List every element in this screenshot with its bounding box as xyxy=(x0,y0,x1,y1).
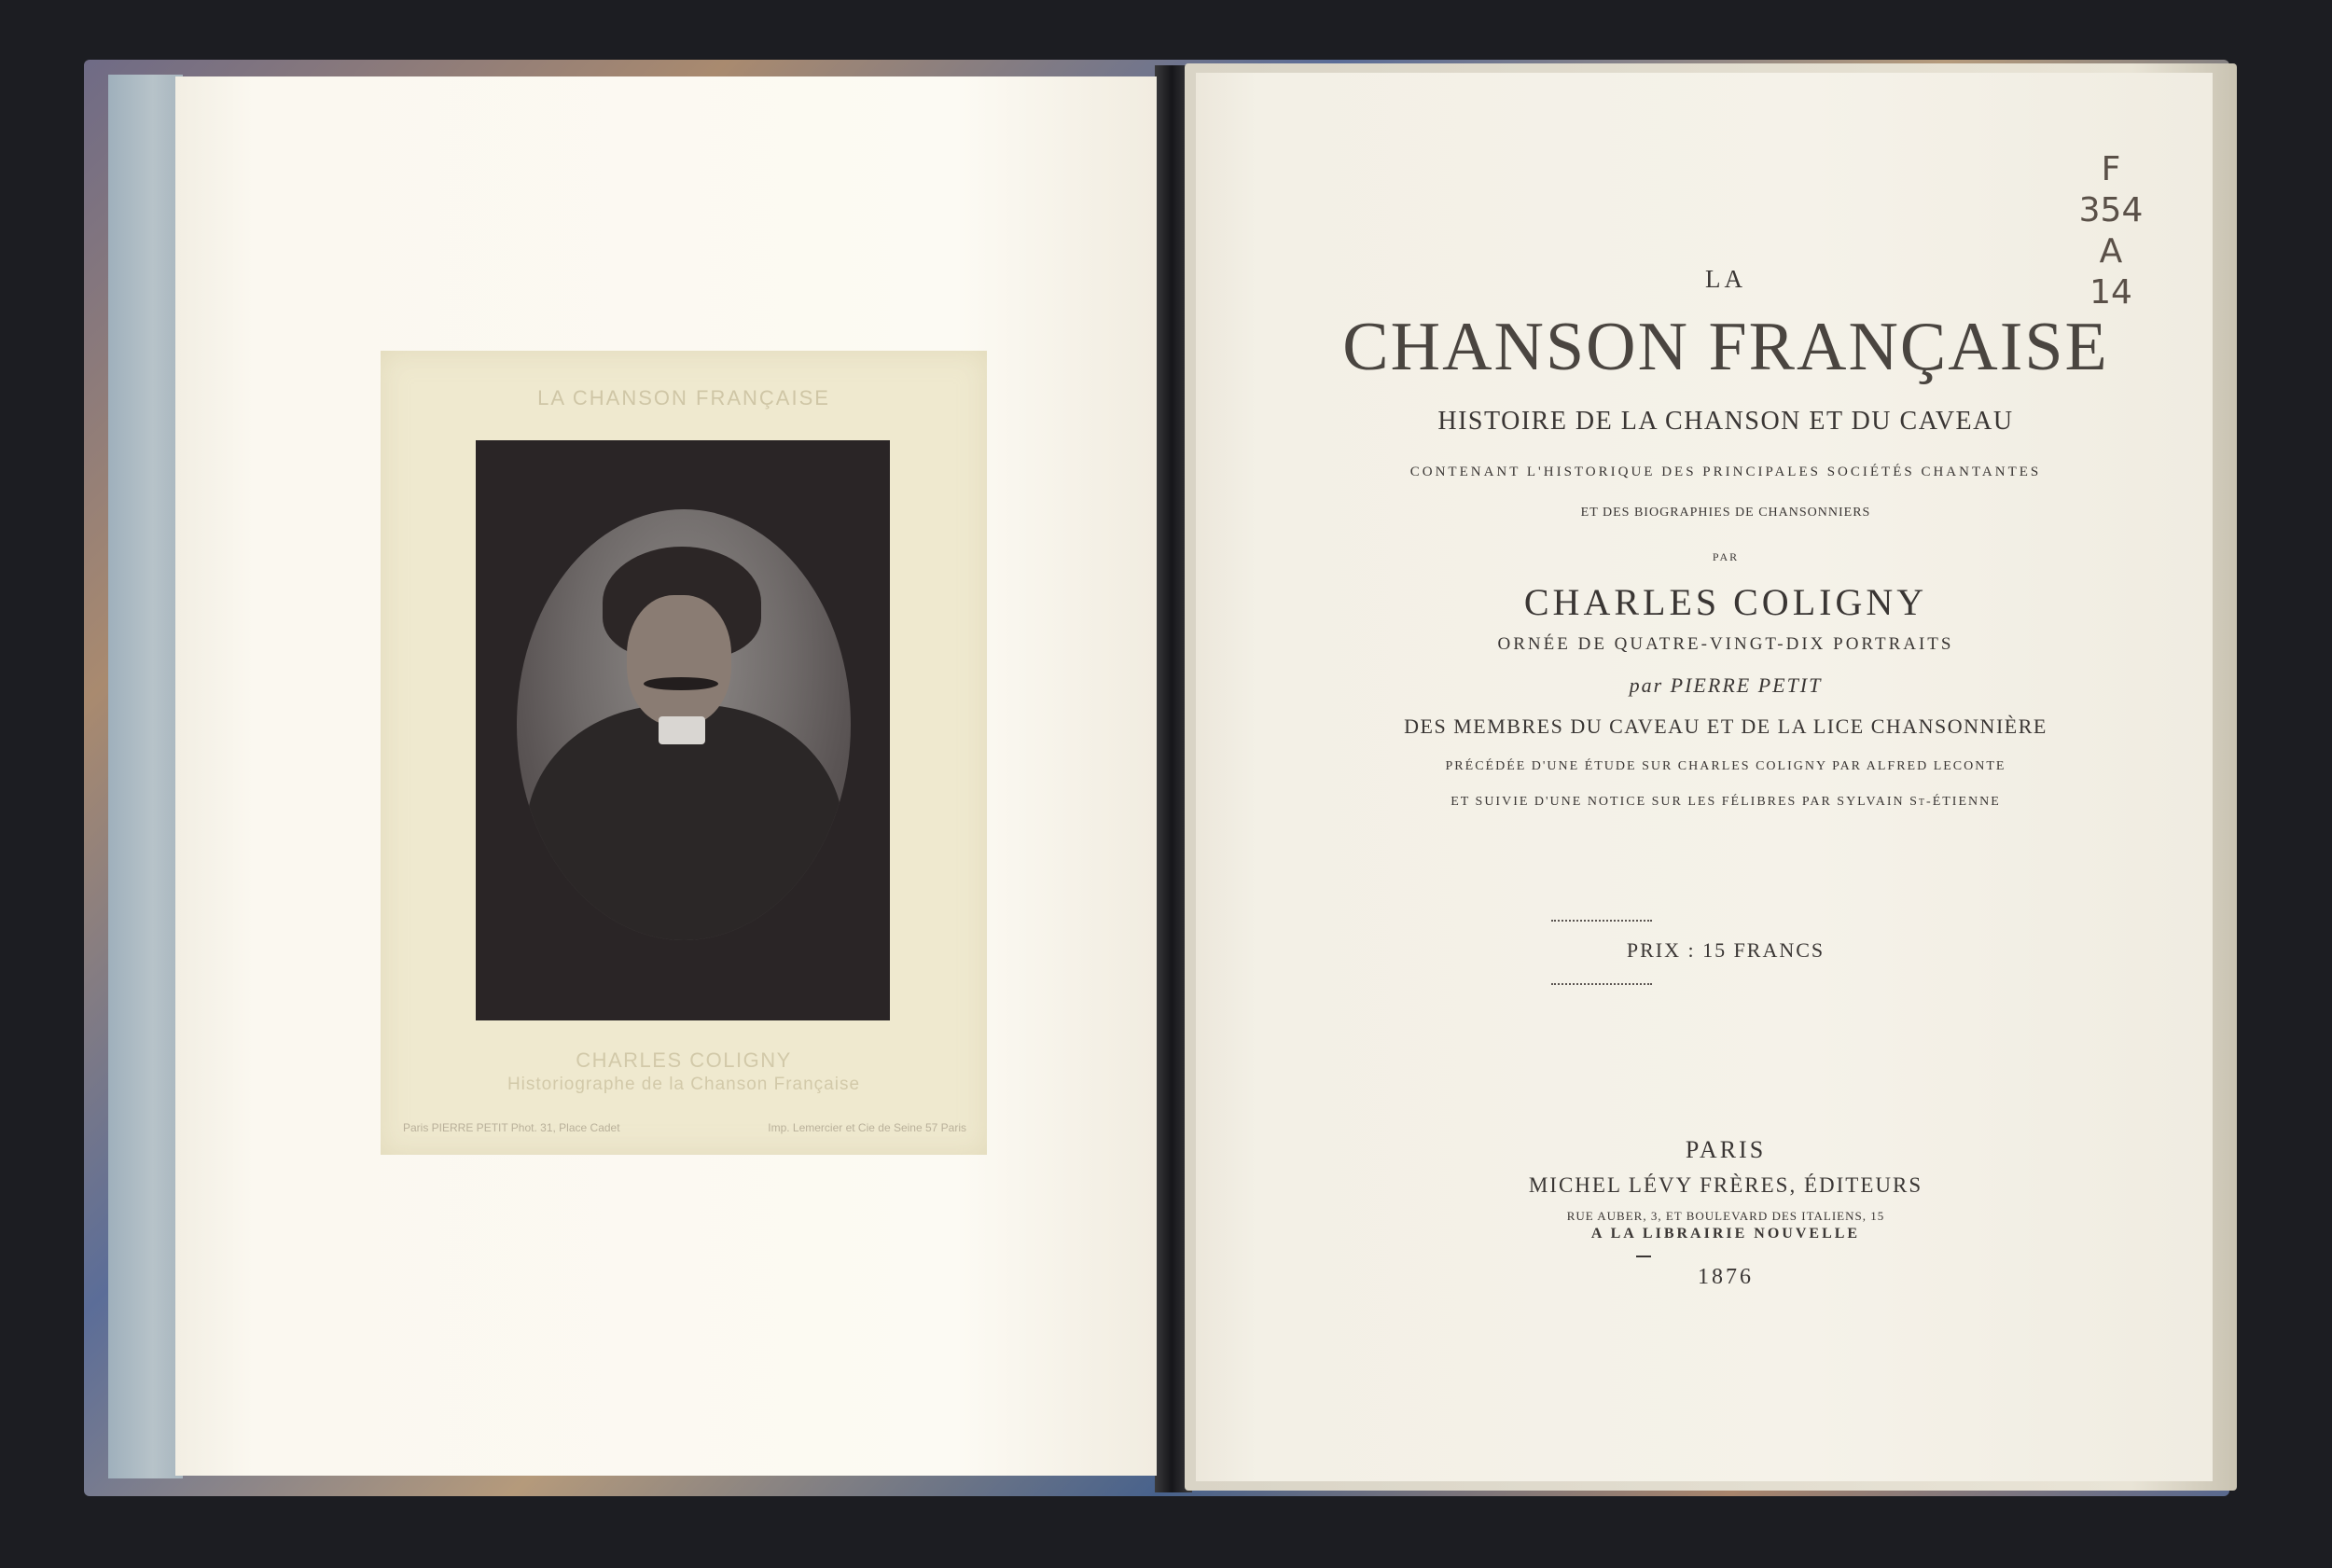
portrait-photograph xyxy=(476,440,890,1020)
shelfmark-line: 354 xyxy=(2078,191,2144,229)
flyleaf xyxy=(108,75,183,1478)
portrait-oval xyxy=(517,509,851,940)
preface-line: PRÉCÉDÉE D'UNE ÉTUDE SUR CHARLES COLIGNY PAR ALFRED LECONTE xyxy=(1445,759,2006,773)
portrait-collar xyxy=(659,716,705,744)
publisher-address: RUE AUBER, 3, ET BOULEVARD DES ITALIENS, 15 xyxy=(1566,1209,1885,1223)
photo-credit: Paris PIERRE PETIT Phot. 31, Place Cadet xyxy=(403,1121,620,1134)
biographies-line: ET DES BIOGRAPHIES DE CHANSONNIERS xyxy=(1580,506,1871,520)
by-line: PAR xyxy=(1712,550,1740,563)
ornamental-rule xyxy=(1551,920,1652,922)
mount-title: LA CHANSON FRANÇAISE xyxy=(537,386,830,409)
portraits-line: ORNÉE DE QUATRE-VINGT-DIX PORTRAITS xyxy=(1497,634,1954,654)
portrait-mustache xyxy=(644,677,718,690)
book-title: CHANSON FRANÇAISE xyxy=(1342,309,2109,385)
publisher: MICHEL LÉVY FRÈRES, ÉDITEURS xyxy=(1528,1173,1923,1197)
photo-mount xyxy=(381,351,987,1155)
sitter-name: CHARLES COLIGNY xyxy=(576,1048,792,1072)
book-subtitle: HISTOIRE DE LA CHANSON ET DU CAVEAU xyxy=(1437,407,2014,436)
bookshop: A LA LIBRAIRIE NOUVELLE xyxy=(1590,1226,1861,1242)
notice-line: ET SUIVIE D'UNE NOTICE SUR LES FÉLIBRES PAR SYLVAIN St-ÉTIENNE xyxy=(1451,795,2001,809)
members-line: DES MEMBRES DU CAVEAU ET DE LA LICE CHANSONNIÈRE xyxy=(1404,715,2047,738)
sitter-role: Historiographe de la Chanson Française xyxy=(507,1075,861,1094)
ornamental-rule xyxy=(1551,983,1652,985)
shelfmark-line: A xyxy=(2099,232,2123,271)
handwritten-shelfmark xyxy=(2069,149,2153,313)
author-name: CHARLES COLIGNY xyxy=(1523,581,1928,623)
price: PRIX : 15 FRANCS xyxy=(1626,938,1825,962)
shelfmark-line: F xyxy=(2101,150,2121,188)
shelfmark-line: 14 xyxy=(2089,273,2132,312)
imprint-city: PARIS xyxy=(1685,1136,1767,1163)
title-article: LA xyxy=(1705,265,1746,293)
imprint-dash xyxy=(1636,1256,1651,1257)
contents-line: CONTENANT L'HISTORIQUE DES PRINCIPALES SOCIÉTÉS CHANTANTES xyxy=(1409,465,2042,479)
portrait-face xyxy=(627,595,731,726)
photographer-line: par PIERRE PETIT xyxy=(1629,673,1823,697)
printer-credit: Imp. Lemercier et Cie de Seine 57 Paris xyxy=(768,1121,966,1134)
publication-year: 1876 xyxy=(1698,1265,1754,1289)
